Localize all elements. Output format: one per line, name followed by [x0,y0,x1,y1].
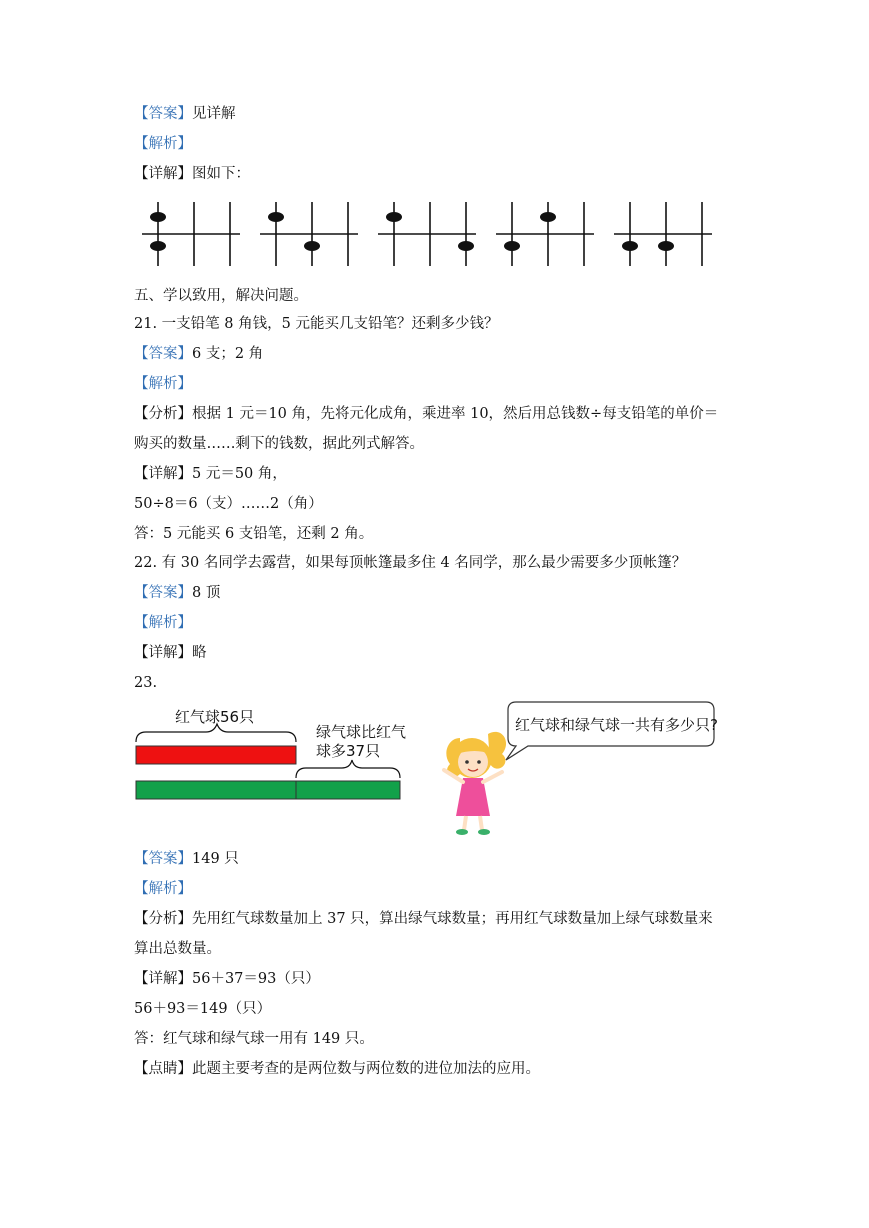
analysis-tag: 【解析】 [134,136,192,152]
analysis-tag: 【解析】 [134,376,192,392]
q22-answer-line [134,583,220,603]
q21-answer: 6 支；2 角 [192,346,264,362]
abacus-bead [540,212,556,222]
q23-fenxi-line [134,909,713,929]
q21-fenxi-line [134,404,718,424]
answer-tag: 【答案】 [134,851,192,867]
detail-tag: 【详解】 [134,166,192,182]
q23-detail-1: 56＋37＝93（只） [192,971,320,987]
abacus-bead [458,241,474,251]
q21-detail-1: 5 元＝50 角， [192,466,287,482]
q20-detail: 图如下： [192,166,250,182]
abacus-bead [268,212,284,222]
q20-answer-line [134,104,236,124]
abacus-bead [304,241,320,251]
q23-fenxi-1: 先用红气球数量加上 37 只，算出绿气球数量；再用红气球数量加上绿气球数量来 [192,911,713,927]
q23-detail-line [134,969,320,989]
q21-reply: 答：5 元能买 6 支铅笔，还剩 2 角。 [134,526,374,542]
q21-detail-2: 50÷8＝6（支）……2（角） [134,496,323,512]
detail-tag: 【详解】 [134,466,192,482]
q21-detail-line [134,464,287,484]
q21-question: 21. 一支铅笔 8 角钱，5 元能买几支铅笔？还剩多少钱？ [134,316,499,332]
red-brace [136,724,296,742]
analysis-tag: 【解析】 [134,881,192,897]
q21-fenxi-1: 根据 1 元＝10 角，先将元化成角，乘进率 10，然后用总钱数÷每支铅笔的单价＝ [192,406,719,422]
green-bar-base [136,781,296,799]
abacus-bead [150,241,166,251]
green-label-1: 绿气球比红气 [316,723,407,741]
red-bar [136,746,296,764]
green-brace [296,760,400,778]
q23-analysis-line [134,879,192,899]
green-bar-extra [296,781,400,799]
q23-fenxi-2: 算出总数量。 [134,941,221,957]
q20-analysis-line [134,134,192,154]
q22-detail-line [134,643,207,663]
fenxi-tag: 【分析】 [134,911,192,927]
red-label: 红气球56只 [175,708,255,726]
q23-reply: 答：红气球和绿气球一用有 149 只。 [134,1031,374,1047]
q20-answer: 见详解 [192,106,236,122]
answer-tag: 【答案】 [134,106,192,122]
abacus-bead [622,241,638,251]
answer-tag: 【答案】 [134,346,192,362]
q23-answer: 149 只 [192,851,239,867]
section-heading: 五、学以致用，解决问题。 [134,288,308,304]
abacus-bead [504,241,520,251]
q21-analysis-line [134,374,192,394]
q23-dianjing-line [134,1059,540,1079]
q22-answer: 8 顶 [192,585,221,601]
abacus-figure [140,198,720,270]
q23-bar-figure [130,698,730,848]
abacus-bead [150,212,166,222]
speech-text: 红气球和绿气球一共有多少只? [515,716,718,734]
q23-detail-2: 56＋93＝149（只） [134,1001,272,1017]
q21-fenxi-2: 购买的数量……剩下的钱数，据此列式解答。 [134,436,424,452]
q23-dianjing: 此题主要考查的是两位数与两位数的进位加法的应用。 [192,1061,540,1077]
answer-tag: 【答案】 [134,585,192,601]
detail-tag: 【详解】 [134,645,192,661]
q21-answer-line [134,344,263,364]
q23-answer-line [134,849,239,869]
fenxi-tag: 【分析】 [134,406,192,422]
q20-detail-line [134,164,250,184]
girl-illustration [444,732,506,835]
q22-detail: 略 [192,645,207,661]
q23-number: 23. [134,675,158,691]
q22-question: 22. 有 30 名同学去露营，如果每顶帐篷最多住 4 名同学，那么最少需要多少顶帐篷？ [134,555,687,571]
abacus-bead [658,241,674,251]
abacus-bead [386,212,402,222]
analysis-tag: 【解析】 [134,615,192,631]
detail-tag: 【详解】 [134,971,192,987]
q22-analysis-line [134,613,192,633]
green-label-2: 球多37只 [316,742,381,760]
dianjing-tag: 【点睛】 [134,1061,192,1077]
